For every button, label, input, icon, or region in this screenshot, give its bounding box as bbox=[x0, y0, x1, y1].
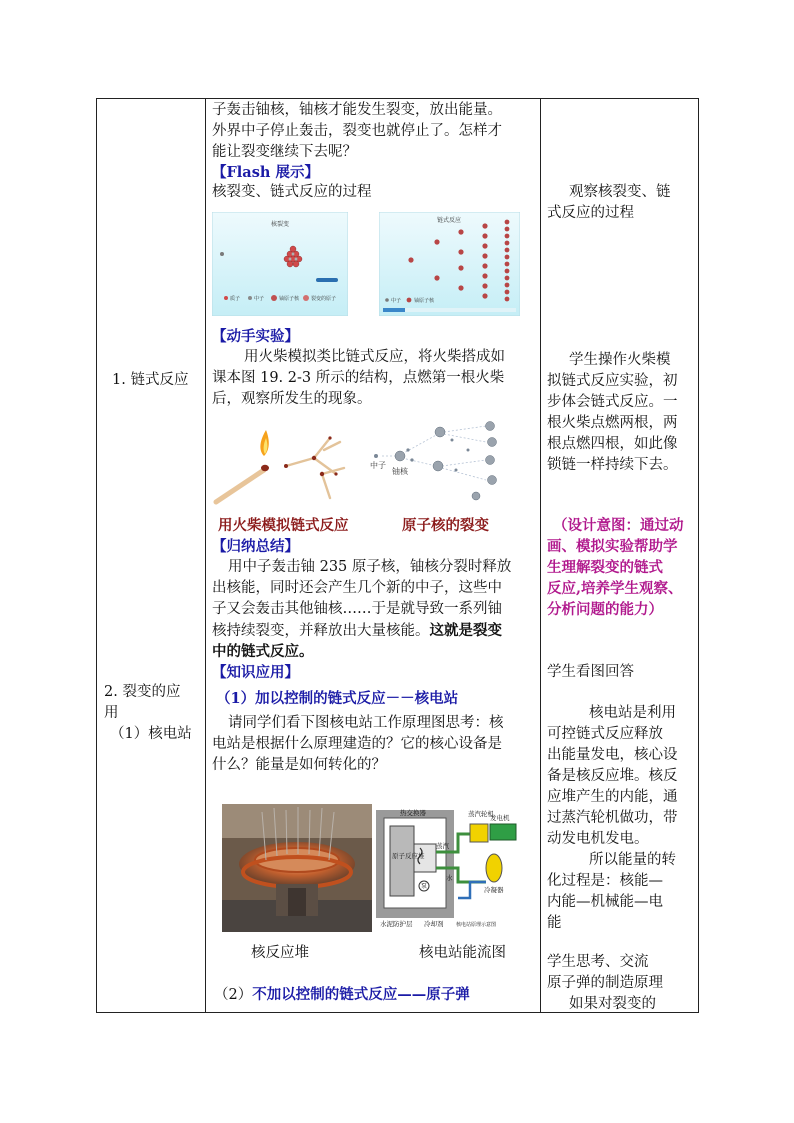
observe-line: 观察核裂变、链 bbox=[569, 184, 671, 200]
intro-line: 外界中子停止轰击，裂变也就停止了。怎样才 bbox=[212, 123, 502, 139]
knowledge-heading: 【知识应用】 bbox=[212, 664, 299, 681]
diagram-label-pump: 泵 bbox=[421, 883, 428, 890]
design-intent-line: 反应,培养学生观察、 bbox=[547, 580, 683, 597]
match-caption: 用火柴模拟链式反应 bbox=[218, 517, 349, 534]
student-line: 锁链一样持续下去。 bbox=[547, 457, 678, 473]
experiment-line: 课本图 19. 2-3 所示的结构，点燃第一根火柴 bbox=[212, 370, 505, 386]
intro-line: 子轰击铀核，铀核才能发生裂变，放出能量。 bbox=[212, 102, 502, 118]
uranium-label: 铀核 bbox=[392, 467, 408, 476]
answer-label: 学生看图回答 bbox=[547, 664, 634, 680]
neutron-label: 中子 bbox=[370, 461, 386, 470]
design-intent-line: 分析问题的能力） bbox=[547, 601, 663, 618]
diagram-label-coolant: 冷却剂 bbox=[424, 920, 444, 928]
diagram-label-generator: 发电机 bbox=[490, 814, 510, 822]
diagram-label-steam: 蒸汽 bbox=[436, 842, 449, 850]
summary-heading: 【归纳总结】 bbox=[212, 538, 299, 555]
diagram-label-condenser: 冷凝器 bbox=[484, 886, 504, 894]
power-line: 动发电机发电。 bbox=[547, 831, 649, 847]
fig2-legend: 中子 bbox=[391, 298, 402, 304]
power-line: 核电站是利用 bbox=[589, 705, 676, 721]
power-line: 可控链式反应释放 bbox=[547, 726, 663, 742]
experiment-line: 后，观察所发生的现象。 bbox=[212, 391, 372, 407]
summary-bold-line: 中的链式反应。 bbox=[212, 643, 314, 660]
summary-line: 子又会轰击其他铀核……于是就导致一系列铀 bbox=[212, 601, 502, 617]
subsection-atomic-bomb-number: （2） bbox=[214, 987, 253, 1003]
power-plant-diagram bbox=[374, 808, 520, 930]
summary-line: 出核能，同时还会产生几个新的中子，这些中 bbox=[212, 580, 502, 596]
fig1-legend: 裂变的原子 bbox=[311, 296, 337, 302]
flash-caption: 核裂变、链式反应的过程 bbox=[212, 184, 372, 200]
think-label: 学生思考、交流 bbox=[547, 954, 649, 970]
question-line: 请同学们看下图核电站工作原理图思考：核 bbox=[228, 715, 504, 731]
power-line: 备是核反应堆。核反 bbox=[547, 768, 678, 784]
fig2-title: 链式反应 bbox=[436, 217, 462, 224]
fig1-legend: 质子 bbox=[230, 296, 241, 302]
design-intent-line: 生理解裂变的链式 bbox=[547, 559, 663, 576]
student-line: 根火柴点燃两根，两 bbox=[547, 415, 678, 431]
subsection-atomic-bomb bbox=[214, 984, 470, 1006]
student-line: 学生操作火柴模 bbox=[569, 352, 671, 368]
bomb-label: 原子弹的制造原理 bbox=[547, 975, 663, 991]
diagram-title: 核电站原理示意图 bbox=[456, 922, 497, 928]
column-divider bbox=[540, 99, 541, 1012]
student-line: 拟链式反应实验，初 bbox=[547, 373, 678, 389]
energy-line: 内能—机械能—电 bbox=[547, 894, 663, 910]
row-label-nuclear-plant: （1）核电站 bbox=[110, 726, 192, 742]
fission-caption: 原子核的裂变 bbox=[402, 517, 489, 534]
match-chain-figure bbox=[212, 418, 352, 508]
fig1-legend: 铀原子核 bbox=[279, 296, 300, 302]
row-label-fission-application-cont: 用 bbox=[104, 705, 119, 721]
subsection-nuclear-plant: （1）加以控制的链式反应－－核电站 bbox=[216, 690, 459, 707]
power-line: 出能量发电，核心设 bbox=[547, 747, 678, 763]
diagram-label-heat-exchanger: 热交换器 bbox=[400, 809, 426, 817]
power-line: 过蒸汽轮机做功，带 bbox=[547, 810, 678, 826]
power-line: 应堆产生的内能，通 bbox=[547, 789, 678, 805]
summary-line: 核持续裂变，并释放出大量核能。这就是裂变 bbox=[212, 622, 502, 639]
fission-animation-figure bbox=[212, 212, 348, 316]
experiment-line: 用火柴模拟类比链式反应，将火柴搭成如 bbox=[244, 349, 505, 365]
diagram-label-reactor: 原子反应堆 bbox=[392, 852, 425, 860]
intro-line: 能让裂变继续下去呢？ bbox=[212, 144, 357, 160]
fission-cascade-figure bbox=[368, 420, 508, 506]
diagram-label-turbine: 蒸汽轮机 bbox=[468, 810, 494, 818]
subsection-atomic-bomb-title: 不加以控制的链式反应——原子弹 bbox=[252, 986, 470, 1003]
summary-bold: 这就是裂变 bbox=[429, 622, 502, 639]
summary-line: 用中子轰击铀 235 原子核，铀核分裂时释放 bbox=[228, 559, 512, 575]
reactor-caption: 核反应堆 bbox=[251, 945, 309, 961]
diagram-label-water: 水 bbox=[446, 874, 453, 882]
row-label-fission-application: 2. 裂变的应 bbox=[104, 684, 181, 700]
last-line: 如果对裂变的 bbox=[569, 996, 656, 1012]
question-line: 什么？能量是如何转化的？ bbox=[212, 757, 386, 773]
column-divider bbox=[205, 99, 206, 1012]
chain-reaction-animation-figure bbox=[379, 212, 520, 316]
student-line: 根点燃四根，如此像 bbox=[547, 436, 678, 452]
fig2-legend: 铀原子核 bbox=[414, 298, 435, 304]
fig1-legend: 中子 bbox=[254, 296, 265, 302]
design-intent-line: （设计意图：通过动 bbox=[553, 517, 684, 534]
flash-heading: 【Flash 展示】 bbox=[212, 164, 319, 181]
reactor-photo bbox=[222, 804, 372, 932]
diagram-label-shield: 水泥防护层 bbox=[380, 920, 413, 928]
energy-line: 能 bbox=[547, 915, 562, 931]
observe-line: 式反应的过程 bbox=[547, 205, 634, 221]
experiment-heading: 【动手实验】 bbox=[212, 328, 299, 345]
fig1-title: 核裂变 bbox=[270, 221, 290, 228]
flow-caption: 核电站能流图 bbox=[419, 945, 506, 961]
energy-line: 化过程是：核能— bbox=[547, 873, 663, 889]
student-line: 步体会链式反应。一 bbox=[547, 394, 678, 410]
question-line: 电站是根据什么原理建造的？它的核心设备是 bbox=[212, 736, 502, 752]
design-intent-line: 画、模拟实验帮助学 bbox=[547, 538, 678, 555]
row-label-chain-reaction: 1. 链式反应 bbox=[112, 372, 189, 388]
energy-line: 所以能量的转 bbox=[589, 852, 676, 868]
